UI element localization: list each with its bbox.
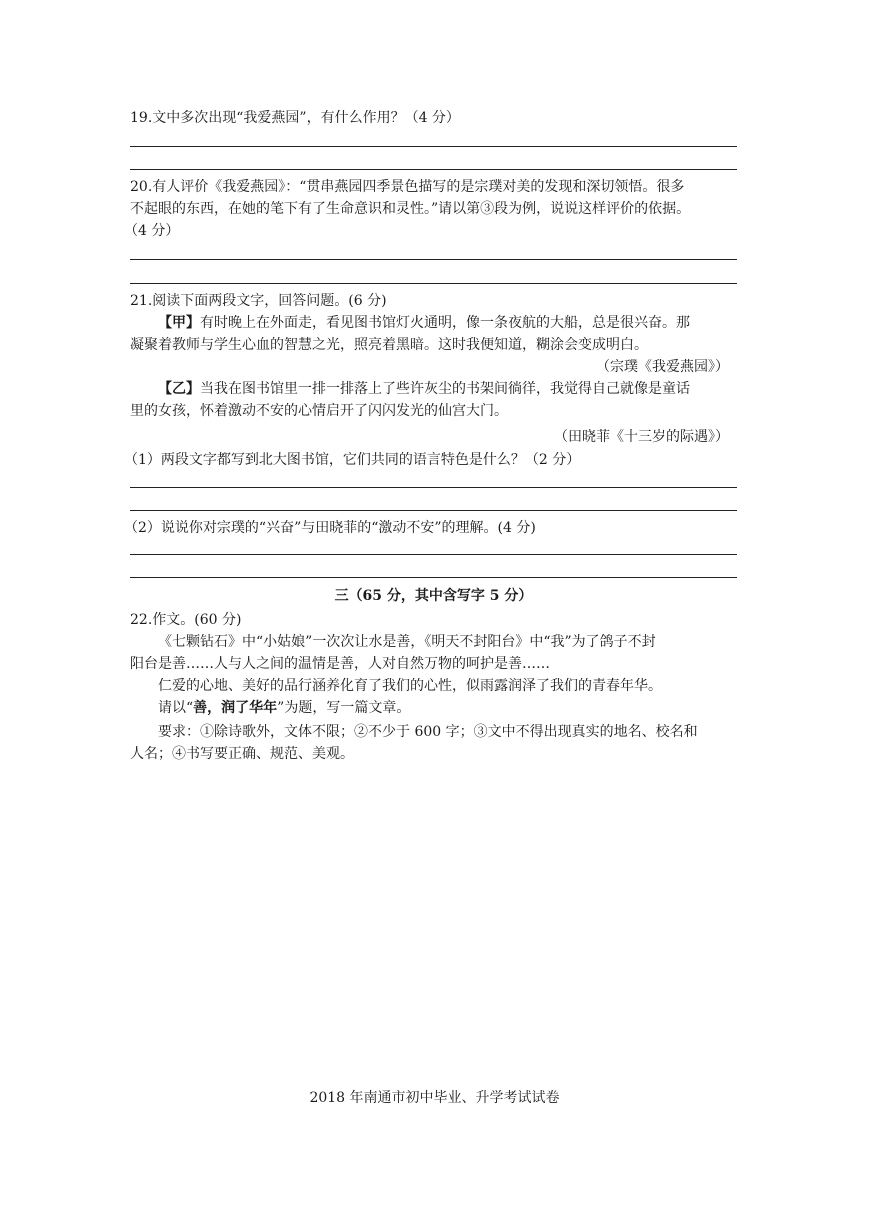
question-22 [130, 609, 737, 769]
question-22-p1-line2: 阳台是善……人与人之间的温情是善，人对自然万物的呵护是善…… [130, 656, 550, 672]
passage-yi-line1 [130, 378, 690, 398]
question-21-sub2: （2）说说你对宗璞的“兴奋”与田晓菲的“激动不安”的理解。(4 分) [124, 520, 536, 536]
passage-jia-source: （宗璞《我爱燕园》） [596, 359, 729, 375]
passage-yi-text: 当我在图书馆里一排一排落上了些许灰尘的书架间徜徉，我觉得自己就像是童话 [200, 381, 690, 397]
essay-prompt-prefix: 请以“ [158, 700, 194, 716]
passage-jia-text: 有时晚上在外面走，看见图书馆灯火通明，像一条夜航的大船，总是很兴奋。那 [200, 315, 690, 331]
question-21-intro: 21.阅读下面两段文字，回答问题。(6 分) [130, 293, 387, 309]
question-22-p3 [130, 697, 410, 717]
section-3-title: 三（65 分，其中含写字 5 分） [334, 588, 533, 604]
question-22-requirements-line1: 要求：①除诗歌外，文体不限；②不少于 600 字；③文中不得出现真实的地名、校名和 [158, 724, 698, 740]
question-20-line3: （4 分） [124, 223, 180, 239]
question-20-line2: 不起眼的东西，在她的笔下有了生命意识和灵性。”请以第③段为例，说说这样评价的依据。 [130, 201, 691, 217]
question-22-p2: 仁爱的心地、美好的品行涵养化育了我们的心性，似雨露润泽了我们的青春年华。 [158, 678, 662, 694]
passage-yi-source: （田晓菲《十三岁的际遇》） [554, 429, 729, 445]
question-21 [124, 290, 737, 480]
question-22-requirements-line2: 人名；④书写要正确、规范、美观。 [130, 746, 354, 762]
passage-jia-label: 【甲】 [158, 315, 200, 331]
passage-yi-label: 【乙】 [158, 381, 200, 397]
answer-line [130, 259, 737, 260]
answer-line [130, 487, 737, 488]
passage-yi-line2: 里的女孩，怀着激动不安的心情启开了闪闪发光的仙宫大门。 [130, 403, 508, 419]
essay-title: 善，润了华年 [193, 700, 278, 716]
question-19-text: 19.文中多次出现“我爱燕园”，有什么作用？（4 分） [130, 110, 460, 126]
question-22-p1-line1: 《七颗钻石》中“小姑娘”一次次让水是善，《明天不封阳台》中“我”为了鸽子不封 [158, 634, 656, 650]
question-22-intro: 22.作文。(60 分) [130, 612, 242, 628]
question-20 [124, 176, 737, 246]
section-3-header [130, 585, 737, 607]
passage-jia-line1 [130, 312, 690, 332]
answer-line [130, 283, 737, 284]
question-20-line1: 20.有人评价《我爱燕园》：“贯串燕园四季景色描写的是宗璞对美的发现和深切领悟。很多 [130, 179, 685, 195]
answer-line [130, 169, 737, 170]
essay-prompt-suffix: ”为题，写一篇文章。 [277, 700, 411, 716]
answer-line [130, 146, 737, 147]
page-footer: 2018 年南通市初中毕业、升学考试试卷 [309, 1090, 560, 1106]
passage-jia-line2: 凝聚着教师与学生心血的智慧之光，照亮着黑暗。这时我便知道，糊涂会变成明白。 [130, 337, 648, 353]
question-21-sub1: （1）两段文字都写到北大图书馆，它们共同的语言特色是什么？（2 分） [124, 452, 581, 468]
answer-line [130, 554, 737, 555]
answer-line [130, 577, 737, 578]
answer-line [130, 510, 737, 511]
